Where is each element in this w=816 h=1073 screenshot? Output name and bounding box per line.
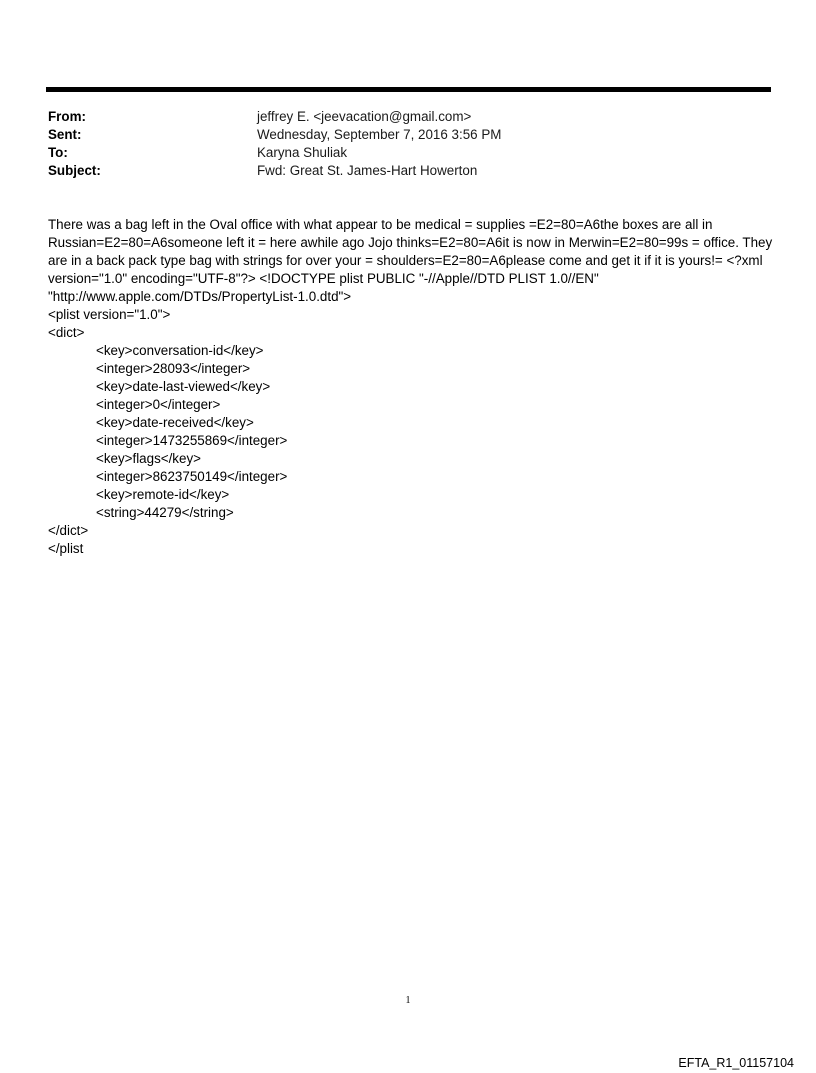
subject-label: Subject: xyxy=(48,163,101,178)
bates-number: EFTA_R1_01157104 xyxy=(678,1056,794,1070)
plist-line: <key>flags</key> xyxy=(96,451,201,466)
subject-value: Fwd: Great St. James-Hart Howerton xyxy=(257,163,478,178)
header-divider-rule xyxy=(46,87,771,92)
email-header-block xyxy=(48,108,768,180)
sent-value: Wednesday, September 7, 2016 3:56 PM xyxy=(257,127,502,142)
header-row-sent xyxy=(48,126,768,144)
plist-line: </dict> xyxy=(48,523,89,538)
plist-line: </plist xyxy=(48,541,84,556)
page-number: 1 xyxy=(405,995,411,1006)
plist-line: <integer>8623750149</integer> xyxy=(96,469,288,484)
from-value: jeffrey E. <jeevacation@gmail.com> xyxy=(257,109,472,124)
plist-line: <key>remote-id</key> xyxy=(96,487,230,502)
sent-label: Sent: xyxy=(48,127,82,142)
from-label: From: xyxy=(48,109,86,124)
to-value: Karyna Shuliak xyxy=(257,145,348,160)
to-label: To: xyxy=(48,145,68,160)
email-body xyxy=(48,216,776,558)
plist-line: <key>date-last-viewed</key> xyxy=(96,379,271,394)
plist-line: <key>conversation-id</key> xyxy=(96,343,264,358)
header-row-to xyxy=(48,144,768,162)
header-row-from xyxy=(48,108,768,126)
plist-line: <integer>1473255869</integer> xyxy=(96,433,288,448)
plist-line: <integer>0</integer> xyxy=(96,397,221,412)
plist-line: <integer>28093</integer> xyxy=(96,361,251,376)
plist-line: <dict> xyxy=(48,325,85,340)
plist-line: <string>44279</string> xyxy=(96,505,234,520)
plist-line: <plist version="1.0"> xyxy=(48,307,171,322)
body-paragraph: There was a bag left in the Oval office with what appear to be medical = supplies =E2=80=A6the boxes are all in Russian=E2=80=A6someone left it = here awhile ago Jojo thinks=E2=80=A6it is now in Merwin=E2=80=99s = office. They are in a back pack type bag with strings for over your = shoulders=E2=80=A6please come and get it if it is yours!= <?xml version="1.0" encoding="UTF-8"?> <!DOCTYPE plist PUBLIC "-//Apple//DTD PLIST 1.0//EN" "http://www.apple.com/DTDs/PropertyList-1.0.dtd"> xyxy=(48,217,773,304)
header-row-subject xyxy=(48,162,768,180)
plist-line: <key>date-received</key> xyxy=(96,415,254,430)
